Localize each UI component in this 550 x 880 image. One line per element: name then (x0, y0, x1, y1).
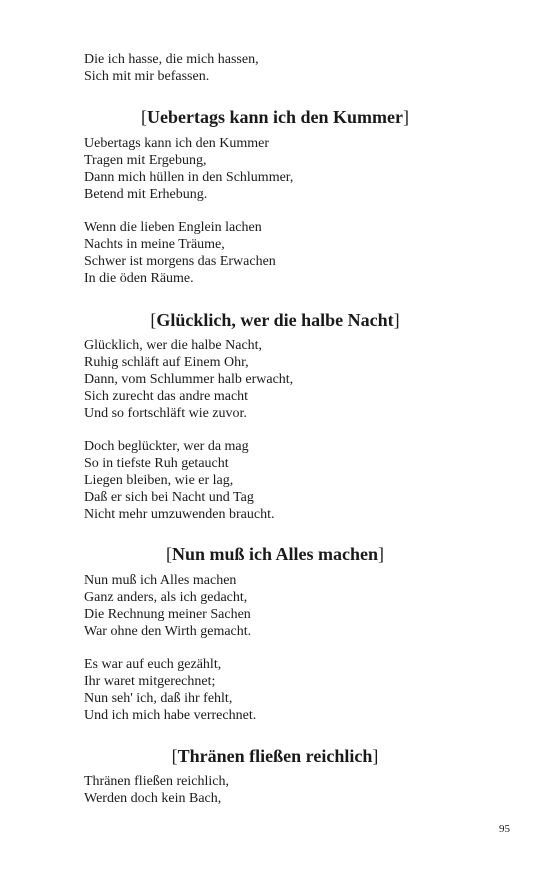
stanza (84, 135, 504, 203)
poem-line: Die ich hasse, die mich hassen, (84, 52, 259, 67)
poem-line: War ohne den Wirth gemacht. (84, 624, 252, 639)
stanza (84, 572, 504, 640)
poem-line: Nachts in meine Träume, (84, 237, 225, 252)
poem-line: Liegen bleiben, wie er lag, (84, 473, 234, 488)
poem-line: Betend mit Erhebung. (84, 187, 208, 202)
poem-line: Und ich mich habe verrechnet. (84, 708, 257, 723)
poem-line: Schwer ist morgens das Erwachen (84, 254, 276, 269)
poem-line: In die öden Räume. (84, 271, 194, 286)
poem-title-text: Glücklich, wer die halbe Nacht (156, 310, 394, 330)
page-number: 95 (499, 823, 510, 835)
poem-line: Nicht mehr umzuwenden braucht. (84, 507, 275, 522)
bracket-open: [ (150, 310, 157, 330)
poem-title-text: Uebertags kann ich den Kummer (147, 107, 403, 127)
bracket-open: [ (171, 746, 178, 766)
poem-line: Werden doch kein Bach, (84, 791, 222, 806)
bracket-close: ] (372, 746, 379, 766)
poem-line: Sich mit mir befassen. (84, 69, 210, 84)
poem-line: Wenn die lieben Englein lachen (84, 220, 262, 235)
poem-title-text: Thränen fließen reichlich (177, 746, 373, 766)
poem-line: Ganz anders, als ich gedacht, (84, 590, 248, 605)
bracket-open: [ (141, 107, 147, 127)
poem-line: Dann mich hüllen in den Schlummer, (84, 170, 294, 185)
poem-title (0, 745, 550, 767)
poem-title (0, 309, 550, 331)
poem-line: Doch beglückter, wer da mag (84, 439, 249, 454)
bracket-close: ] (393, 310, 400, 330)
poem-line: Glücklich, wer die halbe Nacht, (84, 338, 263, 353)
poem-line: Thränen fließen reichlich, (84, 774, 229, 789)
poem-line: Und so fortschläft wie zuvor. (84, 406, 247, 421)
stanza (84, 337, 504, 422)
stanza (84, 219, 504, 287)
stanza (84, 656, 504, 724)
poem-line: Uebertags kann ich den Kummer (84, 136, 270, 151)
poem-line: Sich zurecht das andre macht (84, 389, 249, 404)
poem-line: Die Rechnung meiner Sachen (84, 607, 251, 622)
stanza (84, 438, 504, 523)
poem-line: Daß er sich bei Nacht und Tag (84, 490, 254, 505)
poem-line: So in tiefste Ruh getaucht (84, 456, 229, 471)
poem-title (0, 543, 550, 565)
poem-line: Ruhig schläft auf Einem Ohr, (84, 355, 249, 370)
bracket-open: [ (165, 544, 172, 564)
poem-line: Es war auf euch gezählt, (84, 657, 222, 672)
poem-line: Ihr waret mitgerechnet; (84, 674, 216, 689)
poem-line: Tragen mit Ergebung, (84, 153, 207, 168)
poem-line: Nun seh' ich, daß ihr fehlt, (84, 691, 233, 706)
stanza (84, 773, 504, 807)
bracket-close: ] (378, 544, 385, 564)
poem-title-text: Nun muß ich Alles machen (171, 544, 379, 564)
poem-continuation (84, 51, 504, 85)
poem-title (0, 106, 550, 128)
bracket-close: ] (403, 107, 409, 127)
poem-line: Nun muß ich Alles machen (84, 573, 237, 588)
poem-line: Dann, vom Schlummer halb erwacht, (84, 372, 294, 387)
